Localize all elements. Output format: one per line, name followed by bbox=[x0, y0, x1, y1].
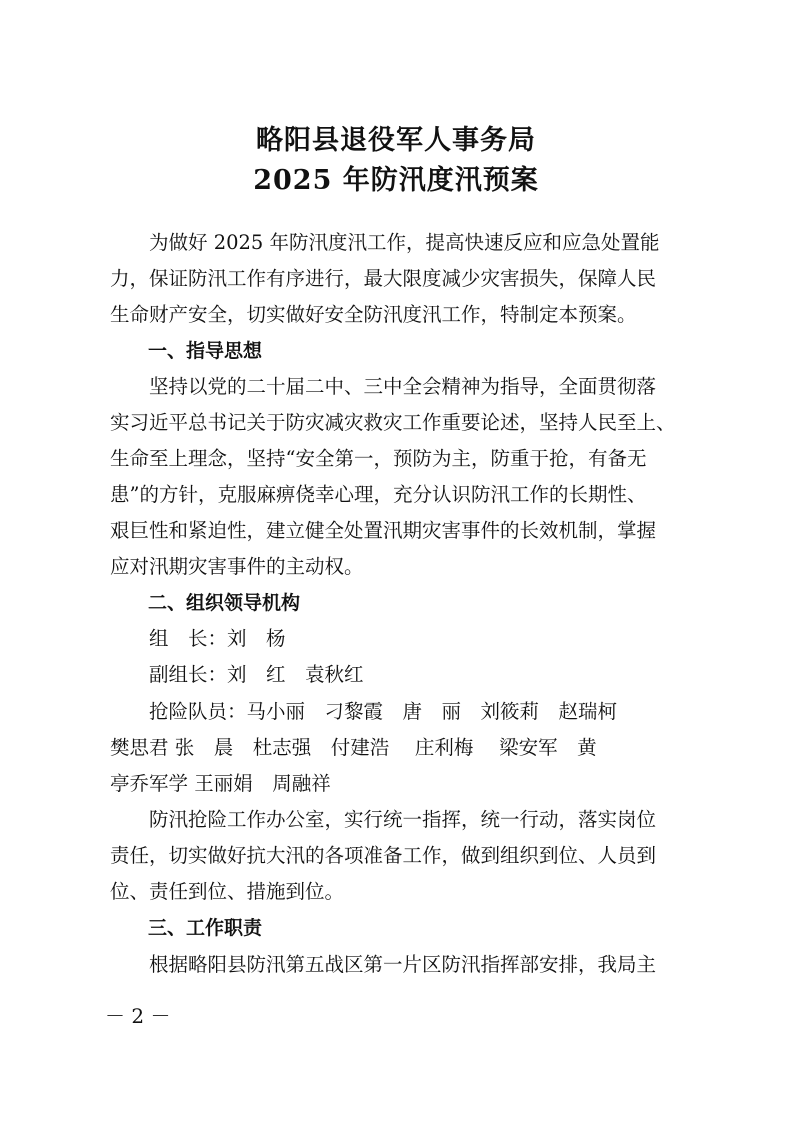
paragraph-line: 应对汛期灾害事件的主动权。 bbox=[110, 555, 364, 578]
rescue-team-line: 抢险队员：马小丽 刁黎霞 唐 丽 刘筱莉 赵瑞柯 bbox=[110, 700, 618, 723]
rescue-team-line: 樊思君 张 晨 杜志强 付建浩 庄利梅 梁安军 黄 bbox=[110, 736, 597, 759]
document-title-line1: 略阳县退役军人事务局 bbox=[256, 125, 536, 156]
page-number: － 2 － bbox=[105, 1004, 171, 1028]
deputy-leader-line: 副组长：刘 红 袁秋红 bbox=[110, 663, 364, 686]
paragraph-line: 生命至上理念，坚持“安全第一，预防为主，防重于抢，有备无 bbox=[110, 447, 647, 470]
intro-line: 力，保证防汛工作有序进行，最大限度减少灾害损失，保障人民 bbox=[110, 267, 657, 290]
intro-line: 生命财产安全，切实做好安全防汛度汛工作，特制定本预案。 bbox=[110, 303, 637, 326]
paragraph-line: 根据略阳县防汛第五战区第一片区防汛指挥部安排，我局主 bbox=[110, 953, 657, 976]
paragraph-line: 坚持以党的二十届二中、三中全会精神为指导，全面贯彻落 bbox=[110, 375, 657, 398]
paragraph-line: 位、责任到位、措施到位。 bbox=[110, 880, 345, 903]
section-heading-duties: 三、工作职责 bbox=[110, 917, 263, 939]
section-heading-leadership: 二、组织领导机构 bbox=[110, 592, 301, 614]
document-title-line2: 2025 年防汛度汛预案 bbox=[253, 165, 539, 196]
paragraph-line: 责任，切实做好抗大汛的各项准备工作，做到组织到位、人员到 bbox=[110, 844, 657, 867]
paragraph-line: 艰巨性和紧迫性，建立健全处置汛期灾害事件的长效机制，掌握 bbox=[110, 519, 657, 542]
section-heading-guiding-ideology: 一、指导思想 bbox=[110, 340, 263, 362]
paragraph-line: 防汛抢险工作办公室，实行统一指挥，统一行动，落实岗位 bbox=[110, 808, 657, 831]
rescue-team-line: 亭乔军学 王丽娟 周融祥 bbox=[110, 772, 331, 795]
intro-line: 为做好 2025 年防汛度汛工作，提高快速反应和应急处置能 bbox=[110, 231, 660, 254]
paragraph-line: 实习近平总书记关于防灾减灾救灾工作重要论述，坚持人民至上、 bbox=[110, 411, 676, 434]
leader-line: 组 长：刘 杨 bbox=[110, 627, 286, 650]
paragraph-line: 患”的方针，克服麻痹侥幸心理，充分认识防汛工作的长期性、 bbox=[110, 483, 647, 506]
